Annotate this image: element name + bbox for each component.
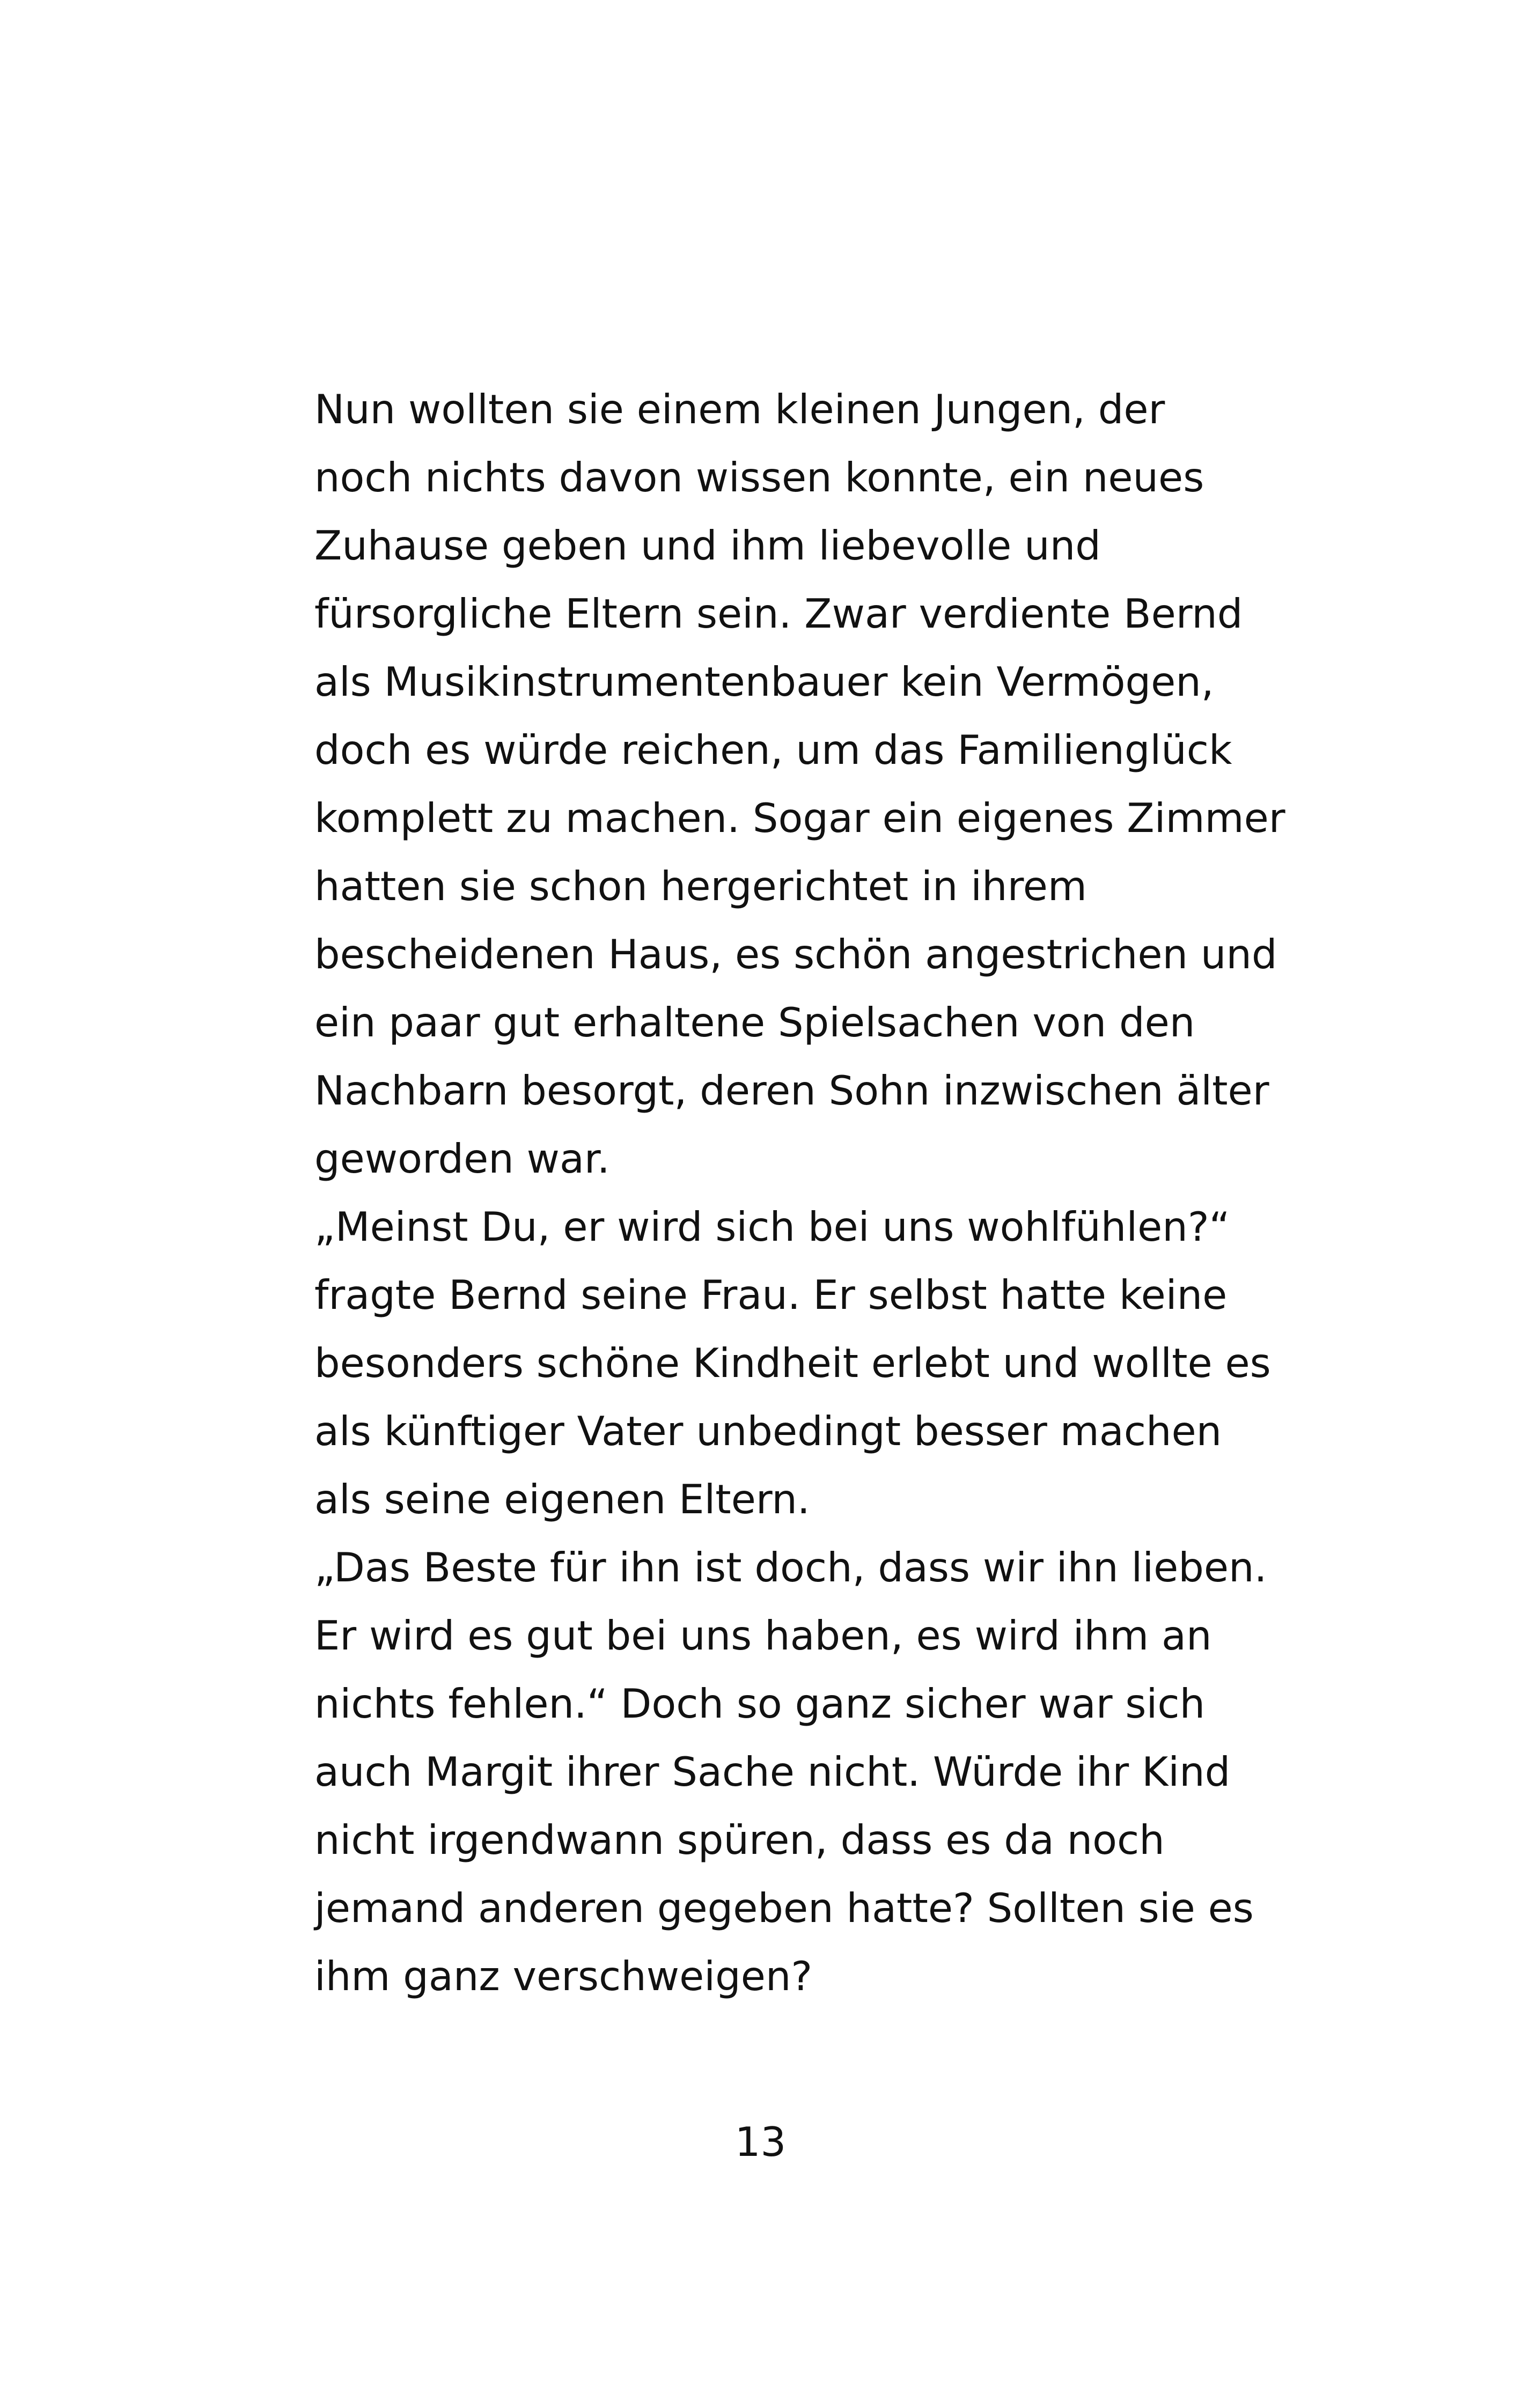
text-line: „Meinst Du, er wird sich bei uns wohlfühlen?“ xyxy=(314,1203,1230,1250)
text-line: Nachbarn besorgt, deren Sohn inzwischen älter xyxy=(314,1067,1269,1114)
text-line: noch nichts davon wissen konnte, ein neues xyxy=(314,454,1204,501)
body-text xyxy=(314,375,1285,2011)
text-line: fürsorgliche Eltern sein. Zwar verdiente Bernd xyxy=(314,590,1243,637)
text-line: besonders schöne Kindheit erlebt und wollte es xyxy=(314,1339,1271,1387)
text-line: nicht irgendwann spüren, dass es da noch xyxy=(314,1816,1165,1864)
text-line: hatten sie schon hergerichtet in ihrem xyxy=(314,863,1087,910)
text-line: fragte Bernd seine Frau. Er selbst hatte keine xyxy=(314,1271,1228,1319)
text-line: bescheidenen Haus, es schön angestrichen und xyxy=(314,931,1277,978)
text-line: nichts fehlen.“ Doch so ganz sicher war sich xyxy=(314,1680,1206,1727)
text-line: Nun wollten sie einem kleinen Jungen, der xyxy=(314,386,1165,433)
text-line: doch es würde reichen, um das Familienglück xyxy=(314,726,1232,774)
text-line: als künftiger Vater unbedingt besser machen xyxy=(314,1408,1222,1455)
text-line: geworden war. xyxy=(314,1135,610,1182)
text-line: „Das Beste für ihn ist doch, dass wir ihn lieben. xyxy=(314,1544,1267,1591)
text-line: auch Margit ihrer Sache nicht. Würde ihr Kind xyxy=(314,1748,1231,1795)
text-line: als seine eigenen Eltern. xyxy=(314,1476,810,1523)
text-line: als Musikinstrumentenbauer kein Vermögen, xyxy=(314,658,1214,705)
text-line: ihm ganz verschweigen? xyxy=(314,1953,813,2000)
text-line: komplett zu machen. Sogar ein eigenes Zimmer xyxy=(314,794,1285,842)
page-number: 13 xyxy=(734,2118,787,2166)
text-line: jemand anderen gegeben hatte? Sollten sie es xyxy=(314,1884,1254,1932)
text-line: Zuhause geben und ihm liebevolle und xyxy=(314,522,1101,569)
text-line: ein paar gut erhaltene Spielsachen von den xyxy=(314,999,1195,1046)
text-line: Er wird es gut bei uns haben, es wird ihm an xyxy=(314,1612,1212,1659)
